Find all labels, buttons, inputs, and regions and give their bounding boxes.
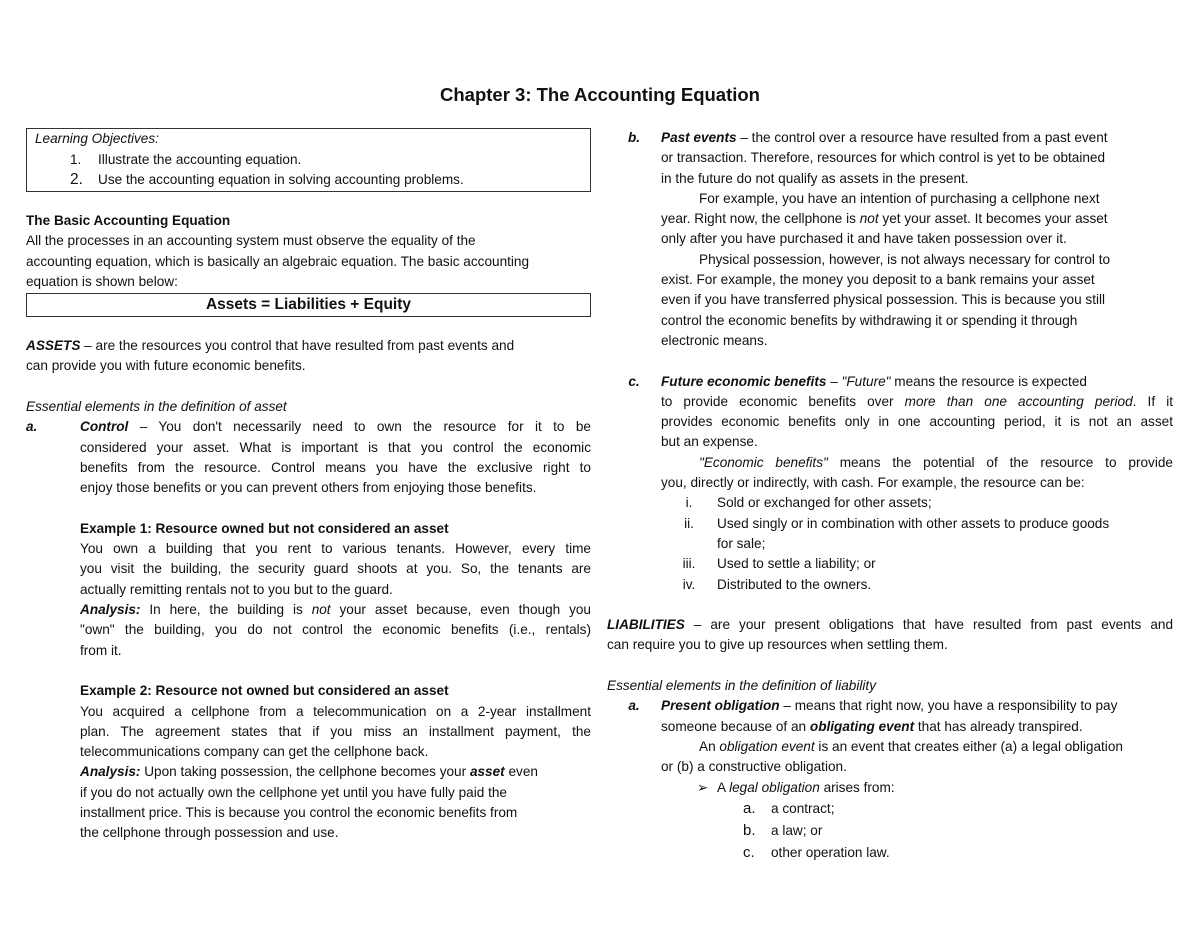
asset-elements-heading: Essential elements in the definition of asset [26,399,287,415]
left-column: Learning Objectives: 1. Illustrate the accounting equation. 2. Use the accounting equation in solving accounting problems. The Basic Accounting Equation All the processes in an accounting system must observe the equality of the accounting equation, which is basically an algebraic equation. The basic accounting equation is shown below: Assets = Liabilities + Equity ASSETS – are the resources you control that have resulted from past events and can provide you with future economic benefits. Essential elements in the definition of asset a. Control – You don't necessarily need to own the resource for it to be considered your asset. What is important is that you control the economic benefits from the resource. Control means you have the exclusive right to enjoy those benefits or you can prevent others from enjoying those benefits. Example 1: Resource owned but not considered an asset You own a building that you rent to various tenants. However, every time you visit the building, the security guard shoots at you. So, the tenants are actually remitting rentals not to you but to the guard. Analysis: In here, the building is not your asset because, even though you "own" the building, you do not control the economic benefits (i.e., rentals) from it. Example 2: Resource not owned but considered an asset You acquired a cellphone from a telecommunication on a 2-year installment plan. The agreement states that if you miss an installment payment, the telecommunications company can get the cellphone back. Analysis: Upon taking possession, the cellphone becomes your asset even if you do not actually own the cellphone yet until you have fully paid the installment price. This is because you control the economic benefits from the cellphone through possession and use. [26,128,591,844]
accounting-equation-box: Assets = Liabilities + Equity [26,293,591,317]
liability-elements-heading: Essential elements in the definition of liability [607,678,877,694]
paragraph-line: equation is shown below: [26,273,178,289]
assets-definition: ASSETS – are the resources you control that have resulted from past events and [26,338,515,354]
benefit-item: iii. Used to settle a liability; or [682,556,876,572]
element-present-obligation: a. Present obligation – means that right now, you have a responsibility to pay [628,698,1118,714]
paragraph-line: accounting equation, which is basically an algebraic equation. The basic accounting [26,253,530,269]
element-control: a. Control – You don't necessarily need to own the resource for it to be [26,419,591,435]
benefit-item: ii. Used singly or in combination with other assets to produce goods [684,515,1110,531]
example2-heading: Example 2: Resource not owned but considered an asset [80,683,449,699]
objectives-heading: Learning Objectives: [35,131,159,146]
element-past-events: b. Past events – the control over a resource have resulted from a past event [627,130,1108,145]
benefit-item: for sale; [717,535,766,551]
legal-obligation-bullet: ➢ A legal obligation arises from: [607,778,1173,798]
arrow-bullet-icon: ➢ [697,779,709,795]
page-title: Chapter 3: The Accounting Equation [440,84,760,105]
learning-objectives-box [26,128,591,192]
assets-term: ASSETS [26,338,81,354]
obligation-source: b. a law; or [743,821,823,839]
obligation-source: c. other operation law. [743,843,890,861]
element-future-benefits: c. Future economic benefits – "Future" means the resource is expected [628,373,1087,389]
section-heading-basic-equation: The Basic Accounting Equation [26,213,231,228]
right-column: b. Past events – the control over a resource have resulted from a past event or transaction. Therefore, resources for which control is yet to be obtained in the future do not qualify as assets in the present. For example, you have an intention of purchasing a cellphone next year. Right now, the cellphone is not yet your asset. It becomes your asset only after you have purchased it and have taken possession over it. Physical possession, however, is not always necessary for control to exist. For example, the money you deposit to a bank remains your asset even if you have transferred physical possession. This is because you still control the economic benefits by withdrawing it or spending it through electronic means. c. Future economic benefits – "Future" means the resource is expected to provide economic benefits over more than one accounting period. If it provides economic benefits only in one accounting period, it is not an asset but an expense. "Economic benefits" means the potential of the resource to provide you, directly or indirectly, with cash. For example, the resource can be: i. Sold or exchanged for other assets; ii. Used singly or in combination with other assets to produce goods for sale; iii. Used to settle a liability; or iv. Distributed to the owners. LIABILITIES – are your present obligations that have resulted from past events and can require you to give up resources when settling them. Essential elements in the definition of liability a. Present obligation – means that right now, you have a responsibility to pay someone because of an obligating event that has already transpired. An obligation event is an event that creates either (a) a legal obligation or (b) a constructive obligation. ➢ A legal obligation arises from: a. a contract; b. a law; or c. other operation law. [607,128,1173,864]
example1-analysis: Analysis: In here, the building is not your asset because, even though you [80,602,591,618]
example2-analysis: Analysis: Upon taking possession, the cellphone becomes your asset even [80,764,538,780]
objective-item: 2. Use the accounting equation in solving accounting problems. [70,171,464,188]
benefit-item: iv. Distributed to the owners. [682,576,872,592]
objective-item: 1. Illustrate the accounting equation. [70,151,302,167]
benefit-item: i. Sold or exchanged for other assets; [685,495,932,511]
liabilities-definition: LIABILITIES – are your present obligations that have resulted from past events and [607,617,1173,633]
example1-heading: Example 1: Resource owned but not considered an asset [80,520,449,536]
liabilities-term: LIABILITIES [607,617,685,633]
obligation-source: a. a contract; [743,799,835,817]
paragraph-line: All the processes in an accounting system must observe the equality of the [26,233,476,249]
